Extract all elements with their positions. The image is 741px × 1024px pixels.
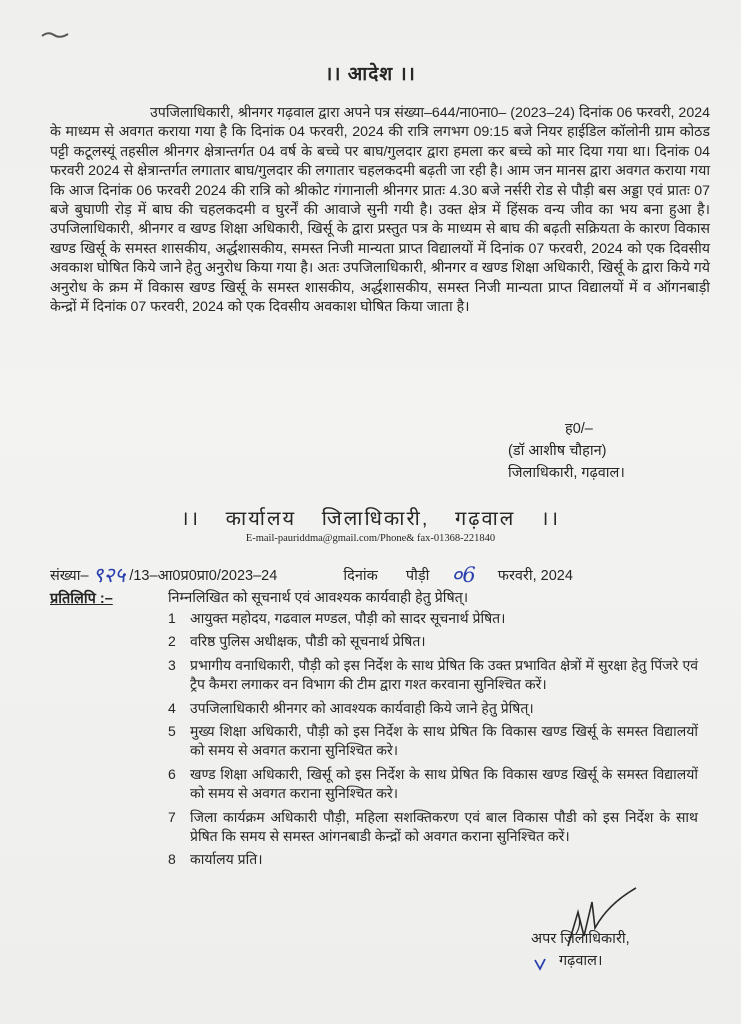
list-item-number: 5 [168,723,176,740]
reference-number-handwritten: ९२५ [92,563,126,587]
office-heading: ।। कार्यालय जिलाधिकारी, गढ़वाल ।। [180,508,561,530]
date-day-handwritten: ०6 [451,563,476,587]
list-item [168,765,698,804]
list-item-number: 7 [168,808,176,825]
list-item [168,722,698,761]
closing-signature [531,928,630,972]
list-item [168,850,698,869]
reference-number-suffix: /13–आ0प्र0प्रा0/2023–24 [129,568,278,584]
list-item-number: 8 [168,851,176,868]
closing-designation: अपर जिलाधिकारी, [531,931,630,947]
list-item [168,609,698,628]
reference-line [50,561,710,589]
list-item-text: जिला कार्यक्रम अधिकारी पौड़ी, महिला सशक्तिकरण एवं बाल विकास पौडी को इस निर्देश के साथ प्रेषित कि समय से समस्त आंगनबाडी केन्द्रों को अवगत कराना सुनिश्चित करें। [190,808,698,845]
list-item-number: 4 [168,699,176,716]
date-place: पौड़ी [405,568,430,584]
list-item-text: मुख्य शिक्षा अधिकारी, पौड़ी को इस निर्देश के साथ प्रेषित कि विकास खण्ड खिर्सू के समस्त विद्यालयों को समय से अवगत कराना सुनिश्चित करे। [190,723,698,759]
list-item-text: उपजिलाधिकारी श्रीनगर को आवश्यक कार्यवाही किये जाने हेतु प्रेषित्। [190,699,534,716]
signature-mark: ह0/– [565,421,593,437]
date-label: दिनांक [343,568,378,584]
list-item-text: वरिष्ठ पुलिस अधीक्षक, पौडी को सूचनार्थ प्रेषित। [190,633,426,650]
signatory-name: (डॉ आशीष चौहान) [508,443,607,459]
copy-label: प्रतिलिपि :– [50,591,113,607]
ink-smudge-mark [40,28,70,42]
list-item-text: खण्ड शिक्षा अधिकारी, खिर्सू को इस निर्देश के साथ प्रेषित कि विकास खण्ड खिर्सू के समस्त विद्यालयों को समय से अवगत कराना सुनिश्चित करे। [190,765,698,802]
list-item-number: 3 [168,656,176,673]
list-item [168,808,698,847]
reference-label: संख्या– [50,568,89,584]
list-item-text: कार्यालय प्रति। [190,851,263,868]
signature-block [508,418,698,484]
office-contact: E-mail-pauriddma@gmail.com/Phone& fax-01368-221840 [245,533,496,544]
list-item-text: आयुक्त महोदय, गढवाल मण्डल, पौड़ी को सादर सूचनार्थ प्रेषित। [190,610,506,626]
copy-list [168,609,698,874]
list-item-number: 1 [168,610,176,626]
list-item-number: 6 [168,765,176,782]
list-item-text: प्रभागीय वनाधिकारी, पौड़ी को इस निर्देश के साथ प्रेषित कि उक्त प्रभावित क्षेत्रों में सुरक्षा हेतु पिंजरे एवं ट्रैप कैमरा लगाकर वन विभाग की टीम द्वारा गश्त करवाना सुनिश्चित करें। [190,656,698,693]
list-item-number: 2 [168,633,176,650]
list-item [168,632,698,651]
order-body-paragraph [50,104,710,317]
date-month-year: फरवरी, 2024 [497,568,573,584]
closing-place: गढ़वाल। [559,953,603,969]
list-item [168,656,698,695]
order-heading: ।। आदेश ।। [325,64,416,85]
signatory-designation: जिलाधिकारी, गढ़वाल। [508,465,625,481]
list-item [168,699,698,718]
copy-intro: निम्नलिखित को सूचनार्थ एवं आवश्यक कार्यवाही हेतु प्रेषित्। [168,590,469,606]
order-body-text: उपजिलाधिकारी, श्रीनगर गढ़वाल द्वारा अपने पत्र संख्या–644/ना0ना0– (2023–24) दिनांक 06 फरवरी, 2024 के माध्यम से अवगत कराया गया है कि दिनांक 04 फरवरी, 2024 की रात्रि लगभग 09:15 बजे नियर हाईडिल कॉलोनी ग्राम कोठड पट्टी कटूलस्यूं तहसील श्रीनगर क्षेत्रान्तर्गत 04 वर्ष के बच्चे पर बाघ/गुलदार द्वारा हमला कर बच्चे को मार दिया गया था। दिनांक 04 फरवरी 2024 से क्षेत्रान्तर्गत लगातार बाघ/गुलदार की लगातार चहलकदमी बढ़ती जा रही है। आम जन मानस द्वारा अवगत कराया गया कि आज दिनांक 06 फरवरी 2024 की रात्रि को श्रीकोट गंगानाली श्रीनगर प्रातः 4.30 बजे नर्सरी रोड से पौड़ी बस अड्डा एवं प्रातः 07 बजे बुघाणी रोड़ में बाघ की चहलकदमी व घुरर्नें की आवाजे सुनी गयी है। उक्त क्षेत्र में हिंसक वन्य जीव का भय बना हुआ है। उपजिलाधिकारी, श्रीनगर व खण्ड शिक्षा अधिकारी, खिर्सू के द्वारा प्रस्तुत पत्र के माध्यम से बाघ की बढ़ती सक्रियता के कारण विकास खण्ड खिर्सू के समस्त शासकीय, अर्द्धशासकीय, समस्त निजी मान्यता प्राप्त विद्यालयों में दिनांक 07 फरवरी, 2024 को एक दिवसीय अवकाश घोषित किये जाने हेतु अनुरोध किया गया है। अतः उपजिलाधिकारी, श्रीनगर व खण्ड शिक्षा अधिकारी, खिर्सू के द्वारा किये गये अनुरोध के क्रम में विकास खण्ड खिर्सू के समस्त शासकीय, अर्द्धशासकीय, समस्त निजी मान्यता प्राप्त विद्यालयों में व ऑगनबाड़ी केन्द्रों में दिनांक 07 फरवरी, 2024 को एक दिवसीय अवकाश घोषित किया जाता है। [50,105,710,316]
